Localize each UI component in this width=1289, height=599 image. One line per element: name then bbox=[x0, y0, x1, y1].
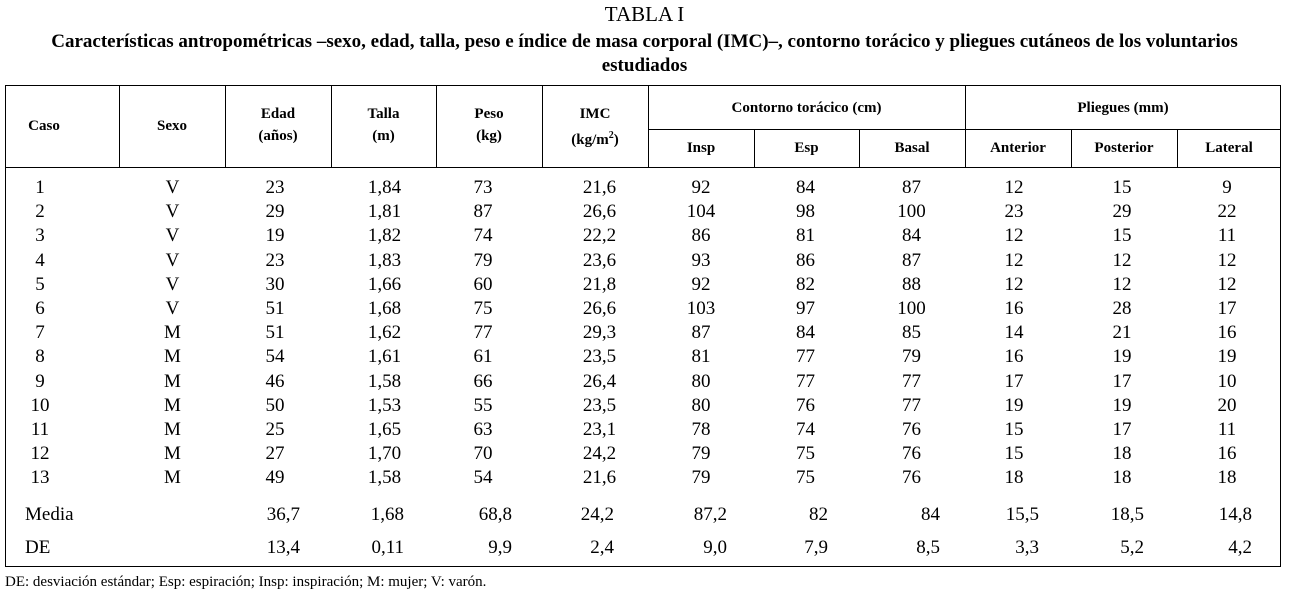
cell-peso: 63 bbox=[473, 419, 493, 440]
cell-lateral: 17 bbox=[1217, 298, 1237, 319]
cell-anterior: 14 bbox=[1004, 322, 1024, 344]
header-contorno: Contorno torácico (cm) bbox=[731, 100, 882, 116]
cell-imc: 26,6 bbox=[582, 201, 617, 223]
cell-imc: 26,4 bbox=[582, 370, 617, 392]
sd-posterior: 5,2 bbox=[1120, 537, 1144, 558]
cell-posterior: 17 bbox=[1112, 370, 1132, 392]
cell-talla: 1,65 bbox=[367, 419, 402, 440]
cell-edad: 30 bbox=[265, 273, 285, 295]
cell-basal: 76 bbox=[902, 467, 921, 489]
table-title: TABLA I bbox=[604, 2, 685, 26]
cell-edad: 29 bbox=[265, 201, 285, 223]
cell-sexo: V bbox=[165, 249, 180, 271]
cell-imc: 23,1 bbox=[582, 419, 617, 440]
mean-anterior: 15,5 bbox=[1005, 504, 1039, 525]
cell-talla: 1,58 bbox=[367, 370, 402, 392]
cell-talla: 1,66 bbox=[367, 273, 402, 295]
cell-edad: 25 bbox=[265, 419, 285, 440]
cell-talla: 1,82 bbox=[367, 225, 402, 247]
sd-lateral: 4,2 bbox=[1228, 537, 1252, 558]
mean-basal: 84 bbox=[921, 504, 940, 525]
cell-sexo: M bbox=[164, 394, 181, 416]
cell-edad: 23 bbox=[265, 249, 285, 271]
cell-peso: 70 bbox=[473, 443, 493, 465]
cell-insp: 104 bbox=[686, 201, 716, 223]
cell-peso: 61 bbox=[473, 346, 493, 368]
cell-peso: 73 bbox=[473, 177, 493, 198]
cell-peso: 60 bbox=[473, 273, 493, 295]
cell-posterior: 12 bbox=[1112, 273, 1132, 295]
cell-lateral: 20 bbox=[1217, 394, 1237, 416]
cell-insp: 87 bbox=[691, 322, 711, 344]
header-anterior: Anterior bbox=[990, 140, 1046, 156]
sd-edad: 13,4 bbox=[266, 537, 300, 558]
header-imc-label: IMC bbox=[579, 106, 611, 122]
cell-peso: 75 bbox=[473, 298, 493, 319]
cell-talla: 1,81 bbox=[367, 201, 402, 223]
cell-edad: 46 bbox=[265, 370, 285, 392]
mean-imc: 24,2 bbox=[580, 504, 614, 525]
cell-anterior: 15 bbox=[1004, 443, 1024, 465]
cell-talla: 1,70 bbox=[367, 443, 402, 465]
cell-peso: 54 bbox=[473, 467, 493, 489]
cell-lateral: 11 bbox=[1217, 225, 1237, 247]
sd-esp: 7,9 bbox=[804, 537, 828, 558]
cell-edad: 19 bbox=[265, 225, 285, 247]
header-posterior: Posterior bbox=[1094, 140, 1154, 156]
cell-insp: 80 bbox=[691, 394, 711, 416]
cell-esp: 74 bbox=[796, 419, 815, 440]
sd-anterior: 3,3 bbox=[1015, 537, 1039, 558]
cell-lateral: 11 bbox=[1217, 419, 1237, 440]
mean-posterior: 18,5 bbox=[1110, 504, 1144, 525]
cell-posterior: 28 bbox=[1112, 298, 1132, 319]
cell-talla: 1,68 bbox=[367, 298, 402, 319]
cell-esp: 75 bbox=[796, 467, 815, 489]
cell-basal: 77 bbox=[902, 370, 921, 392]
mean-peso: 68,8 bbox=[478, 504, 512, 525]
cell-esp: 98 bbox=[796, 201, 815, 223]
cell-esp: 84 bbox=[796, 177, 815, 198]
cell-anterior: 16 bbox=[1004, 346, 1024, 368]
cell-basal: 100 bbox=[897, 298, 926, 319]
cell-posterior: 17 bbox=[1112, 419, 1132, 440]
header-talla-label: Talla bbox=[367, 106, 400, 122]
header-imc bbox=[542, 103, 648, 151]
cell-basal: 76 bbox=[902, 443, 921, 465]
cell-talla: 1,84 bbox=[367, 177, 402, 198]
cell-esp: 84 bbox=[796, 322, 815, 344]
cell-sexo: V bbox=[165, 225, 180, 247]
table-footnote: DE: desviación estándar; Esp: espiración; Insp: inspiración; M: mujer; V: varón. bbox=[5, 574, 487, 590]
header-peso-label: Peso bbox=[474, 106, 504, 122]
cell-insp: 81 bbox=[691, 346, 711, 368]
cell-imc: 29,3 bbox=[582, 322, 617, 344]
cell-basal: 88 bbox=[902, 273, 921, 295]
cell-esp: 81 bbox=[796, 225, 815, 247]
cell-talla: 1,53 bbox=[367, 394, 402, 416]
cell-caso: 2 bbox=[35, 201, 45, 223]
header-peso bbox=[436, 103, 542, 147]
mean-talla: 1,68 bbox=[370, 504, 404, 525]
header-imc-unit-b: ) bbox=[613, 132, 619, 148]
mean-lateral: 14,8 bbox=[1218, 504, 1252, 525]
cell-anterior: 18 bbox=[1004, 467, 1024, 489]
header-sexo: Sexo bbox=[157, 118, 187, 134]
cell-imc: 22,2 bbox=[582, 225, 617, 247]
cell-anterior: 12 bbox=[1004, 177, 1024, 198]
mean-insp: 87,2 bbox=[693, 504, 727, 525]
cell-posterior: 21 bbox=[1112, 322, 1132, 344]
cell-esp: 97 bbox=[796, 298, 815, 319]
cell-basal: 85 bbox=[902, 322, 921, 344]
cell-posterior: 12 bbox=[1112, 249, 1132, 271]
header-esp: Esp bbox=[794, 140, 819, 156]
cell-basal: 87 bbox=[902, 177, 921, 198]
cell-edad: 27 bbox=[265, 443, 285, 465]
header-pliegues: Pliegues (mm) bbox=[1077, 100, 1169, 116]
cell-basal: 100 bbox=[897, 201, 926, 223]
cell-caso: 9 bbox=[35, 370, 45, 392]
cell-insp: 86 bbox=[691, 225, 711, 247]
cell-peso: 77 bbox=[473, 322, 493, 344]
cell-esp: 86 bbox=[796, 249, 815, 271]
cell-caso: 10 bbox=[30, 394, 50, 416]
cell-sexo: M bbox=[164, 467, 181, 489]
cell-caso: 6 bbox=[35, 298, 45, 319]
cell-anterior: 19 bbox=[1004, 394, 1024, 416]
cell-sexo: M bbox=[164, 419, 181, 440]
cell-caso: 11 bbox=[30, 419, 50, 440]
cell-lateral: 18 bbox=[1217, 467, 1237, 489]
cell-lateral: 12 bbox=[1217, 249, 1237, 271]
cell-sexo: M bbox=[164, 322, 181, 344]
cell-posterior: 19 bbox=[1112, 346, 1132, 368]
sd-sexo bbox=[140, 536, 205, 560]
mean-sexo bbox=[140, 503, 205, 527]
cell-imc: 21,8 bbox=[582, 273, 617, 295]
cell-anterior: 15 bbox=[1004, 419, 1024, 440]
cell-lateral: 12 bbox=[1217, 273, 1237, 295]
cell-peso: 87 bbox=[473, 201, 493, 223]
sd-peso: 9,9 bbox=[488, 537, 512, 558]
cell-edad: 54 bbox=[265, 346, 285, 368]
cell-lateral: 22 bbox=[1217, 201, 1237, 223]
header-edad-unit: (años) bbox=[258, 128, 298, 144]
mean-edad: 36,7 bbox=[266, 504, 300, 525]
cell-esp: 82 bbox=[796, 273, 815, 295]
cell-talla: 1,58 bbox=[367, 467, 402, 489]
cell-basal: 77 bbox=[902, 394, 921, 416]
cell-imc: 21,6 bbox=[582, 467, 617, 489]
header-peso-unit: (kg) bbox=[476, 128, 502, 144]
cell-peso: 66 bbox=[473, 370, 493, 392]
cell-esp: 76 bbox=[796, 394, 815, 416]
header-imc-unit-exp: 2 bbox=[608, 130, 614, 141]
cell-anterior: 17 bbox=[1004, 370, 1024, 392]
cell-peso: 74 bbox=[473, 225, 493, 247]
cell-insp: 79 bbox=[691, 467, 711, 489]
cell-caso: 3 bbox=[35, 225, 45, 247]
header-talla bbox=[331, 103, 436, 147]
cell-sexo: M bbox=[164, 370, 181, 392]
cell-talla: 1,83 bbox=[367, 249, 402, 271]
sd-talla: 0,11 bbox=[371, 537, 404, 558]
sd-basal: 8,5 bbox=[916, 537, 940, 558]
cell-anterior: 16 bbox=[1004, 298, 1024, 319]
cell-anterior: 12 bbox=[1004, 225, 1024, 247]
cell-posterior: 18 bbox=[1112, 467, 1132, 489]
header-basal: Basal bbox=[894, 140, 930, 156]
cell-sexo: M bbox=[164, 346, 181, 368]
cell-posterior: 18 bbox=[1112, 443, 1132, 465]
cell-imc: 23,6 bbox=[582, 249, 617, 271]
header-insp: Insp bbox=[686, 140, 716, 156]
cell-caso: 1 bbox=[35, 177, 45, 198]
cell-sexo: V bbox=[165, 298, 180, 319]
cell-lateral: 16 bbox=[1217, 322, 1237, 344]
cell-edad: 49 bbox=[265, 467, 285, 489]
cell-insp: 93 bbox=[691, 249, 711, 271]
cell-anterior: 12 bbox=[1004, 273, 1024, 295]
cell-caso: 4 bbox=[35, 249, 45, 271]
cell-caso: 12 bbox=[30, 443, 50, 465]
cell-basal: 87 bbox=[902, 249, 921, 271]
cell-insp: 103 bbox=[686, 298, 716, 319]
cell-imc: 26,6 bbox=[582, 298, 617, 319]
cell-basal: 84 bbox=[902, 225, 921, 247]
cell-posterior: 29 bbox=[1112, 201, 1132, 223]
cell-imc: 23,5 bbox=[582, 346, 617, 368]
cell-edad: 51 bbox=[265, 322, 285, 344]
cell-lateral: 10 bbox=[1217, 370, 1237, 392]
cell-esp: 75 bbox=[796, 443, 815, 465]
cell-edad: 50 bbox=[265, 394, 285, 416]
cell-caso: 8 bbox=[35, 346, 45, 368]
cell-edad: 23 bbox=[265, 177, 285, 198]
header-caso: Caso bbox=[28, 118, 60, 134]
cell-insp: 80 bbox=[691, 370, 711, 392]
header-talla-unit: (m) bbox=[372, 128, 395, 144]
cell-caso: 5 bbox=[35, 273, 45, 295]
cell-posterior: 15 bbox=[1112, 225, 1132, 247]
cell-talla: 1,62 bbox=[367, 322, 402, 344]
cell-anterior: 23 bbox=[1004, 201, 1024, 223]
table-subtitle: Características antropométricas –sexo, edad, talla, peso e índice de masa corporal (IMC)–, contorno torácico y pliegues cutáneos de los voluntarios estudiados bbox=[51, 31, 1238, 76]
cell-sexo: V bbox=[165, 177, 180, 198]
cell-caso: 13 bbox=[30, 467, 50, 489]
cell-lateral: 16 bbox=[1217, 443, 1237, 465]
cell-lateral: 19 bbox=[1217, 346, 1237, 368]
mean-esp: 82 bbox=[809, 504, 828, 525]
header-imc-unit bbox=[571, 132, 619, 148]
cell-imc: 21,6 bbox=[582, 177, 617, 198]
cell-peso: 55 bbox=[473, 394, 493, 416]
cell-sexo: V bbox=[165, 201, 180, 223]
sd-insp: 9,0 bbox=[703, 537, 727, 558]
cell-posterior: 15 bbox=[1112, 177, 1132, 198]
cell-insp: 92 bbox=[691, 273, 711, 295]
cell-imc: 23,5 bbox=[582, 394, 617, 416]
cell-insp: 79 bbox=[691, 443, 711, 465]
cell-sexo: V bbox=[165, 273, 180, 295]
cell-caso: 7 bbox=[35, 322, 45, 344]
sd-imc: 2,4 bbox=[590, 537, 614, 558]
cell-lateral: 9 bbox=[1222, 177, 1232, 198]
cell-posterior: 19 bbox=[1112, 394, 1132, 416]
cell-esp: 77 bbox=[796, 346, 815, 368]
cell-insp: 78 bbox=[691, 419, 711, 440]
cell-edad: 51 bbox=[265, 298, 285, 319]
cell-basal: 76 bbox=[902, 419, 921, 440]
cell-esp: 77 bbox=[796, 370, 815, 392]
sd-caso: DE bbox=[25, 537, 51, 558]
cell-imc: 24,2 bbox=[582, 443, 617, 465]
header-imc-unit-a: (kg/m bbox=[571, 132, 609, 148]
cell-talla: 1,61 bbox=[367, 346, 402, 368]
cell-insp: 92 bbox=[691, 177, 711, 198]
header-divider-bottom bbox=[5, 167, 1281, 168]
cell-sexo: M bbox=[164, 443, 181, 465]
header-lateral: Lateral bbox=[1205, 140, 1253, 156]
cell-anterior: 12 bbox=[1004, 249, 1024, 271]
cell-basal: 79 bbox=[902, 346, 921, 368]
mean-caso: Media bbox=[25, 504, 74, 525]
cell-peso: 79 bbox=[473, 249, 493, 271]
header-edad bbox=[225, 103, 331, 147]
header-edad-label: Edad bbox=[260, 106, 296, 122]
